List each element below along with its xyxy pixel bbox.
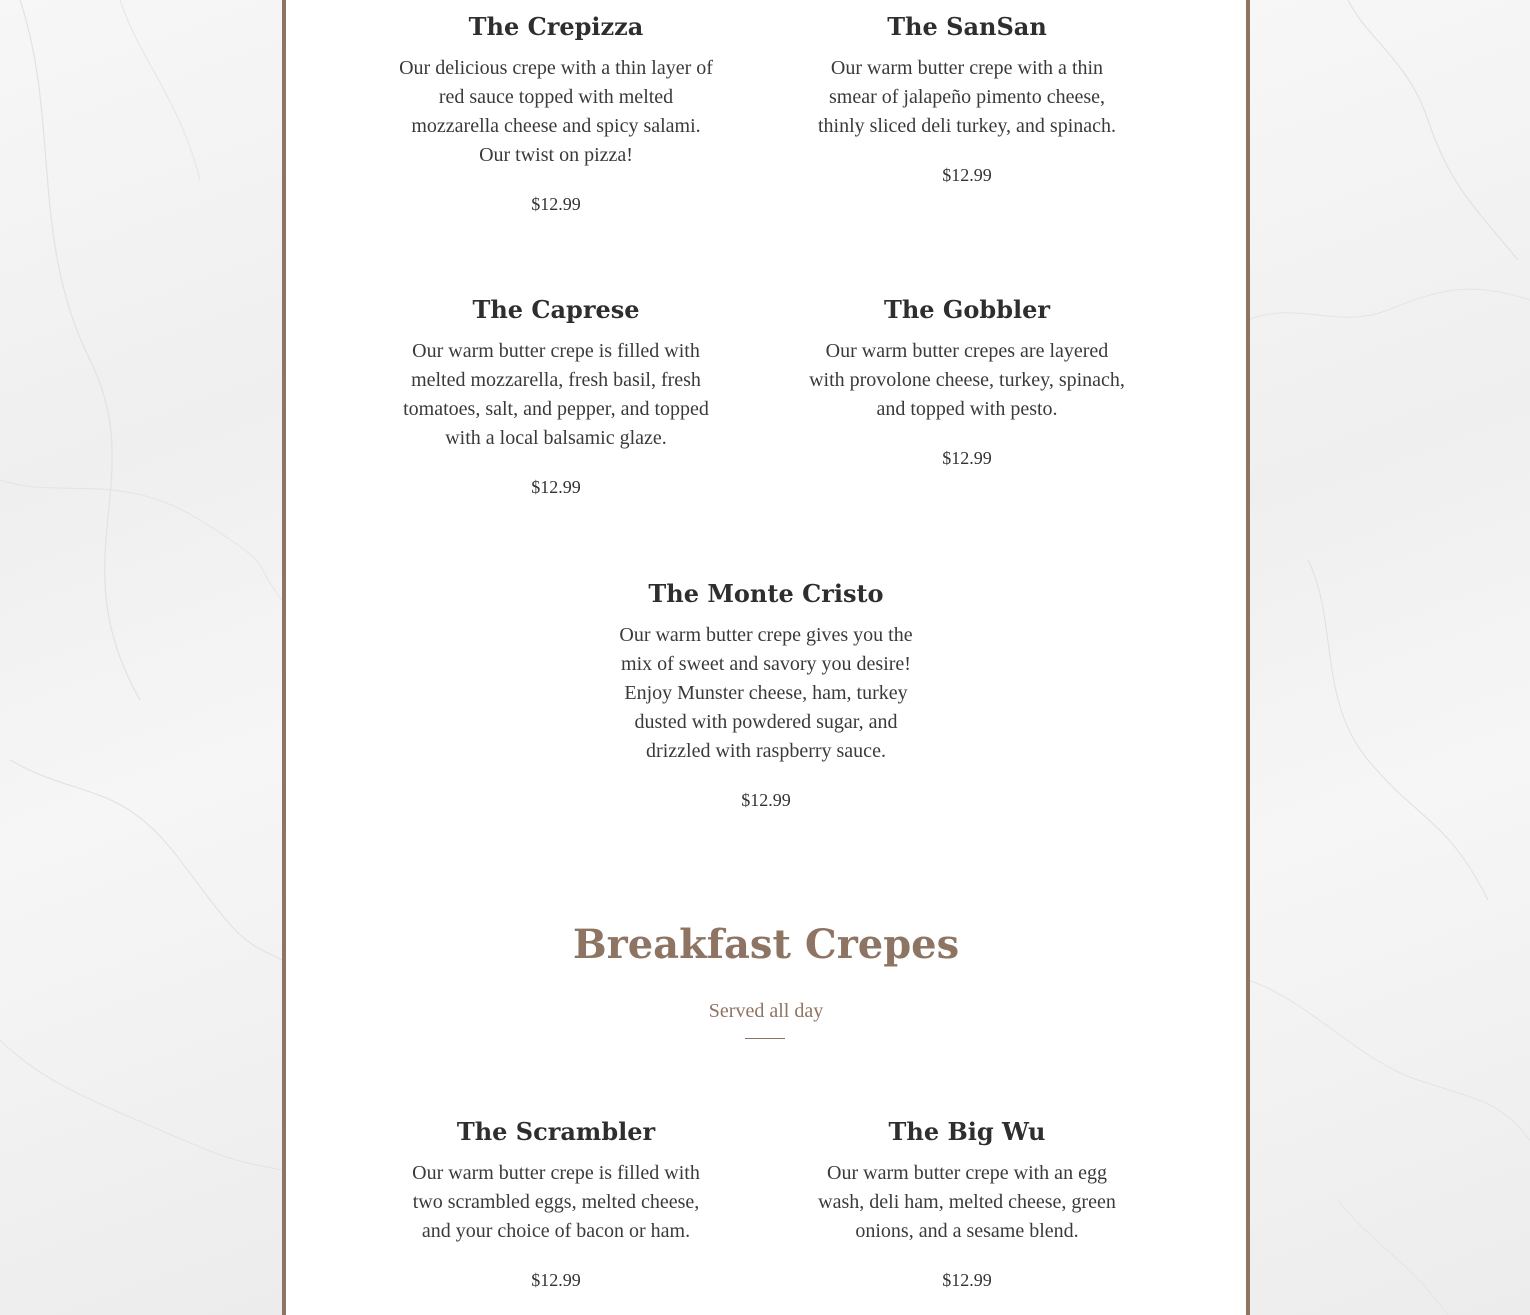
menu-item-description: Our warm butter crepe is filled with melted mozzarella, fresh basil, fresh tomatoes, salt, and pepper, and topped with a local balsamic glaze. — [403, 340, 709, 449]
menu-item-gobbler — [807, 295, 1127, 470]
section-divider — [745, 1038, 785, 1039]
menu-item-name: The Big Wu — [888, 1117, 1046, 1146]
menu-item-monte-cristo — [606, 579, 926, 812]
menu-item-name: The SanSan — [887, 12, 1047, 41]
menu-item-description: Our warm butter crepe with an egg wash, deli ham, melted cheese, green onions, and a sesame blend. — [818, 1162, 1116, 1242]
section-subtitle: Served all day — [708, 1000, 824, 1022]
menu-item-description: Our warm butter crepes are layered with provolone cheese, turkey, spinach, and topped with pesto. — [809, 340, 1125, 420]
menu-item-description: Our warm butter crepe gives you the mix of sweet and savory you desire! Enjoy Munster cheese, ham, turkey dusted with powdered sugar, and drizzled with raspberry sauce. — [619, 624, 913, 762]
menu-item-price: $12.99 — [942, 165, 992, 185]
section-title-breakfast: Breakfast Crepes — [572, 921, 960, 968]
menu-item-caprese — [396, 295, 716, 499]
menu-item-scrambler — [396, 1117, 716, 1292]
menu-item-big-wu — [807, 1117, 1127, 1292]
menu-item-name: The Scrambler — [456, 1117, 656, 1146]
menu-item-description: Our delicious crepe with a thin layer of red sauce topped with melted mozzarella cheese and spicy salami. Our twist on pizza! — [399, 57, 713, 166]
menu-item-name: The Crepizza — [468, 12, 644, 41]
menu-item-price: $12.99 — [531, 1270, 581, 1290]
menu-item-name: The Monte Cristo — [648, 579, 884, 608]
menu-item-price: $12.99 — [942, 1270, 992, 1290]
marble-background-right — [1248, 0, 1530, 1315]
menu-item-price: $12.99 — [531, 477, 581, 497]
menu-item-price: $12.99 — [741, 790, 791, 810]
marble-veins-left — [0, 0, 282, 1315]
marble-background-left — [0, 0, 282, 1315]
menu-item-price: $12.99 — [942, 448, 992, 468]
menu-item-description: Our warm butter crepe with a thin smear of jalapeño pimento cheese, thinly sliced deli turkey, and spinach. — [817, 57, 1117, 137]
menu-card — [282, 0, 1250, 1315]
menu-item-name: The Caprese — [472, 295, 640, 324]
menu-item-description: Our warm butter crepe is filled with two scrambled eggs, melted cheese, and your choice of bacon or ham. — [412, 1162, 700, 1242]
menu-item-price: $12.99 — [531, 194, 581, 214]
menu-item-crepizza — [396, 12, 716, 216]
menu-item-sansan — [807, 12, 1127, 187]
menu-item-name: The Gobbler — [883, 295, 1051, 324]
marble-veins-right — [1248, 0, 1530, 1315]
